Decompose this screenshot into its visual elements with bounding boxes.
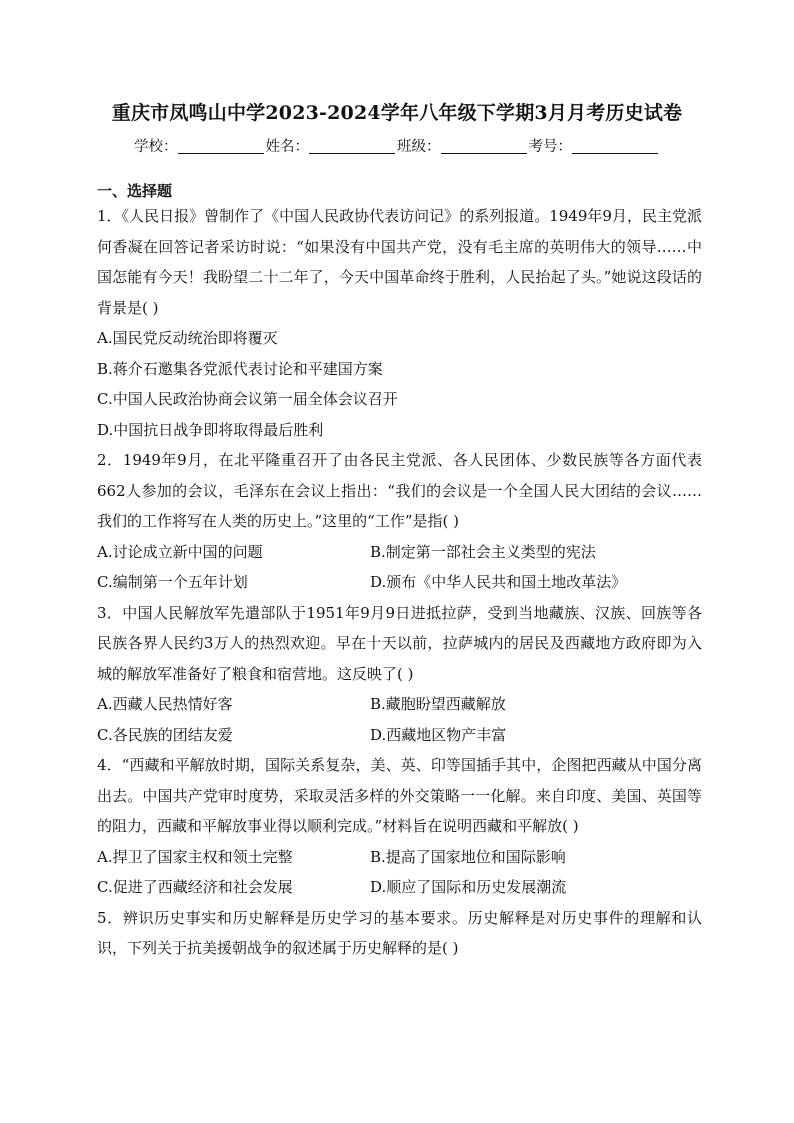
option-b[interactable]: B.藏胞盼望西藏解放 <box>370 695 506 713</box>
option-d[interactable]: D.颁布《中华人民共和国土地改革法》 <box>370 573 627 591</box>
school-label: 学校： <box>134 139 178 155</box>
option-b[interactable]: B.蒋介石邀集各党派代表讨论和平建国方案 <box>97 359 383 378</box>
class-blank[interactable] <box>441 139 527 154</box>
option-row <box>97 720 702 751</box>
student-info-line <box>0 135 794 156</box>
question-stem: 4．“西藏和平解放时期，国际关系复杂，美、英、印等国插手其中，企图把西藏从中国分离出去。中国共产党审时度势，采取灵活多样的外交策略一一化解。来自印度、美国、英国等的阻力，西藏和平解放事业得以顺利完成。”材料旨在说明西藏和平解放( ) <box>97 756 702 835</box>
option-c[interactable]: C.各民族的团结友爱 <box>97 725 233 744</box>
question-5 <box>97 903 702 964</box>
option-d[interactable]: D.顺应了国际和历史发展潮流 <box>370 878 567 896</box>
exam-number-blank[interactable] <box>572 139 658 154</box>
option-a[interactable]: A.国民党反动统治即将覆灭 <box>97 329 278 347</box>
questions-list <box>97 201 702 964</box>
question-2 <box>97 445 702 598</box>
option-row <box>97 842 702 873</box>
name-blank[interactable] <box>309 139 395 154</box>
exam-title: 重庆市凤鸣山中学2023-2024学年八年级下学期3月月考历史试卷 <box>111 102 683 124</box>
option-row <box>97 872 702 903</box>
option-d[interactable]: D.西藏地区物产丰富 <box>370 725 507 744</box>
option-d[interactable]: D.中国抗日战争即将取得最后胜利 <box>97 420 324 439</box>
option-row <box>97 537 702 568</box>
option-b[interactable]: B.制定第一部社会主义类型的宪法 <box>370 542 596 561</box>
section-heading: 一、选择题 <box>97 182 173 200</box>
question-4 <box>97 750 702 903</box>
option-c[interactable]: C.促进了西藏经济和社会发展 <box>97 878 293 896</box>
question-stem: 2．1949年9月，在北平隆重召开了由各民主党派、各人民团体、少数民族等各方面代表662人参加的会议，毛泽东在会议上指出：“我们的会议是一个全国人民大团结的会议……我们的工作将写在人类的历史上。”这里的“工作”是指( ) <box>97 451 702 530</box>
option-row <box>97 567 702 598</box>
question-stem: 1．《人民日报》曾制作了《中国人民政协代表访问记》的系列报道。1949年9月，民主党派何香凝在回答记者采访时说：“如果没有中国共产党，没有毛主席的英明伟大的领导……中国怎能有今天！我盼望二十二年了，今天中国革命终于胜利，人民抬起了头。”她说这段话的背景是( ) <box>97 207 702 317</box>
question-stem: 5．辨识历史事实和历史解释是历史学习的基本要求。历史解释是对历史事件的理解和认识，下列关于抗美援朝战争的叙述属于历史解释的是( ) <box>97 908 702 957</box>
school-blank[interactable] <box>178 139 264 154</box>
question-stem: 3．中国人民解放军先遣部队于1951年9月9日进抵拉萨，受到当地藏族、汉族、回族等各民族各界人民约3万人的热烈欢迎。早在十天以前，拉萨城内的居民及西藏地方政府即为入城的解放军准备好了粮食和宿营地。这反映了( ) <box>97 603 702 683</box>
name-label: 姓名： <box>265 139 309 155</box>
question-3 <box>97 598 702 751</box>
option-a[interactable]: A.西藏人民热情好客 <box>97 695 233 713</box>
option-a[interactable]: A.讨论成立新中国的问题 <box>97 542 263 561</box>
option-row <box>97 689 702 720</box>
class-label: 班级： <box>397 139 441 155</box>
option-c[interactable]: C.编制第一个五年计划 <box>97 573 248 591</box>
option-b[interactable]: B.提高了国家地位和国际影响 <box>370 847 566 866</box>
option-a[interactable]: A.捍卫了国家主权和领土完整 <box>97 847 293 866</box>
question-1 <box>97 201 702 445</box>
option-c[interactable]: C.中国人民政治协商会议第一届全体会议召开 <box>97 390 398 408</box>
exam-number-label: 考号： <box>528 139 572 155</box>
